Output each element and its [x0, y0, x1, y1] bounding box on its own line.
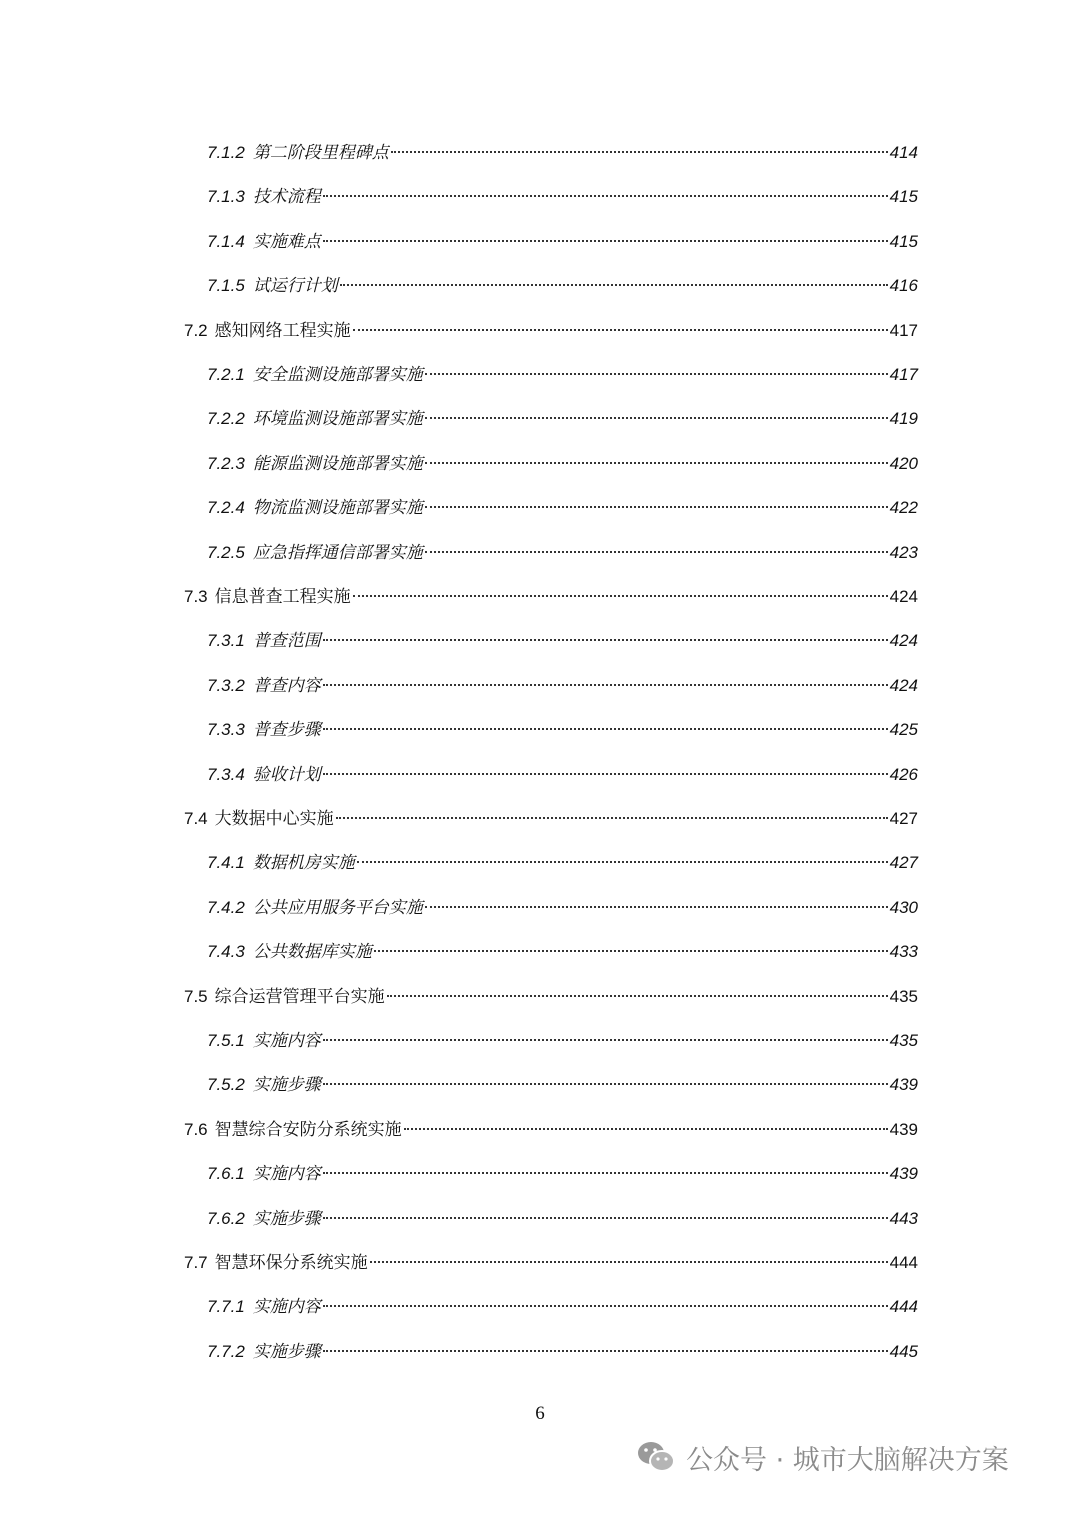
toc-entry-number: 7.6.2 [207, 1208, 245, 1228]
toc-entry-page: 444 [889, 1297, 918, 1317]
toc-dot-leader [374, 950, 888, 952]
toc-entry [207, 449, 918, 479]
toc-entry [207, 493, 918, 523]
toc-dot-leader [323, 1305, 888, 1307]
toc-entry-number: 7.7 [184, 1253, 208, 1272]
toc-dot-leader [323, 684, 888, 686]
toc-dot-leader [357, 861, 888, 863]
toc-dot-leader [323, 1039, 888, 1041]
toc-entry-page: 430 [889, 897, 918, 917]
toc-dot-leader [340, 284, 888, 286]
toc-entry [207, 138, 918, 168]
toc-entry-page: 424 [889, 675, 918, 695]
toc-entry-number: 7.2.3 [207, 453, 245, 473]
toc-entry-page: 424 [889, 587, 918, 606]
toc-entry-page: 445 [889, 1341, 918, 1361]
toc-entry [207, 937, 918, 967]
toc-entry-page: 427 [889, 853, 918, 873]
toc-entry [207, 1337, 918, 1367]
toc-entry [184, 582, 918, 612]
toc-entry-page: 439 [889, 1075, 918, 1095]
toc-entry [207, 671, 918, 701]
toc-entry-page: 425 [889, 720, 918, 740]
toc-entry-page: 422 [889, 498, 918, 518]
toc-entry-title: 综合运营管理平台实施 [214, 986, 385, 1007]
toc-entry [184, 982, 918, 1012]
toc-dot-leader [425, 417, 888, 419]
toc-dot-leader [323, 639, 888, 641]
toc-dot-leader [387, 995, 888, 997]
toc-entry-title: 实施步骤 [252, 1075, 321, 1096]
toc-dot-leader [323, 195, 888, 197]
toc-entry-number: 7.3.2 [207, 675, 245, 695]
toc-dot-leader [353, 595, 888, 597]
toc-entry-page: 427 [889, 809, 918, 828]
toc-dot-leader [323, 728, 888, 730]
toc-entry-number: 7.4.2 [207, 897, 245, 917]
toc-dot-leader [425, 373, 888, 375]
toc-entry [207, 227, 918, 257]
toc-entry-number: 7.1.3 [207, 187, 245, 207]
toc-entry-title: 技术流程 [252, 187, 321, 208]
toc-entry-number: 7.1.5 [207, 276, 245, 296]
toc-entry-page: 416 [889, 276, 918, 296]
toc-entry [207, 1204, 918, 1234]
watermark [636, 1433, 1009, 1481]
toc-entry-title: 信息普查工程实施 [214, 587, 351, 607]
toc-entry [207, 538, 918, 568]
toc-dot-leader [391, 151, 888, 153]
toc-entry-title: 第二阶段里程碑点 [252, 143, 389, 163]
toc-entry-title: 数据机房实施 [252, 853, 355, 874]
toc-dot-leader [323, 1083, 888, 1085]
toc-entry-title: 实施步骤 [252, 1341, 321, 1362]
toc-entry-number: 7.3.1 [207, 631, 245, 651]
toc-entry-page: 433 [889, 942, 918, 962]
toc-entry-title: 公共数据库实施 [252, 942, 372, 963]
toc-entry [207, 360, 918, 390]
toc-entry-number: 7.4.1 [207, 853, 245, 873]
toc-entry-title: 智慧综合安防分系统实施 [214, 1119, 402, 1140]
toc-entry [184, 1115, 918, 1145]
toc-entry [184, 1248, 918, 1278]
toc-dot-leader [336, 817, 888, 819]
wechat-icon [636, 1440, 676, 1474]
toc-entry [207, 1070, 918, 1100]
toc-entry-title: 普查步骤 [252, 720, 321, 741]
toc-entry-number: 7.1.2 [207, 143, 245, 162]
toc-entry-page: 417 [889, 365, 918, 384]
toc-entry-page: 414 [889, 143, 918, 162]
toc-entry-number: 7.2.2 [207, 409, 245, 429]
toc-entry-title: 安全监测设施部署实施 [252, 365, 423, 385]
toc-entry [207, 182, 918, 212]
toc-entry-title: 普查范围 [252, 631, 321, 652]
toc-entry-number: 7.5 [184, 986, 208, 1006]
toc-entry-title: 能源监测设施部署实施 [252, 453, 423, 474]
toc-entry-title: 验收计划 [252, 764, 321, 785]
toc-entry-page: 426 [889, 764, 918, 784]
toc-entry-page: 423 [889, 542, 918, 562]
toc-dot-leader [323, 240, 888, 242]
toc-entry-page: 443 [889, 1208, 918, 1228]
toc-entry-number: 7.6 [184, 1119, 208, 1139]
toc-dot-leader [425, 506, 888, 508]
toc-entry-title: 实施步骤 [252, 1208, 321, 1229]
toc-entry-title: 应急指挥通信部署实施 [252, 542, 423, 563]
toc-entry [207, 1159, 918, 1189]
toc-dot-leader [323, 1217, 888, 1219]
toc-entry-title: 大数据中心实施 [214, 809, 334, 829]
toc-entry-title: 普查内容 [252, 675, 321, 696]
toc-entry-page: 417 [889, 320, 918, 340]
toc-dot-leader [425, 551, 888, 553]
toc-dot-leader [323, 1350, 888, 1352]
toc-entry-page: 419 [889, 409, 918, 429]
toc-entry-page: 415 [889, 231, 918, 251]
toc-entry-number: 7.4 [184, 809, 208, 828]
toc-entry [207, 1292, 918, 1322]
toc-dot-leader [425, 462, 888, 464]
toc-entry-number: 7.7.1 [207, 1297, 245, 1317]
toc-entry-number: 7.3.4 [207, 764, 245, 784]
toc-entry-title: 实施内容 [252, 1164, 321, 1185]
toc-entry-title: 物流监测设施部署实施 [252, 498, 423, 519]
toc-entry-page: 415 [889, 187, 918, 207]
toc-entry-number: 7.1.4 [207, 231, 245, 251]
toc-entry [207, 271, 918, 301]
toc-entry-number: 7.2.5 [207, 542, 245, 562]
toc-entry [207, 848, 918, 878]
toc-entry-title: 感知网络工程实施 [214, 320, 351, 341]
toc-entry-number: 7.7.2 [207, 1341, 245, 1361]
toc-entry-number: 7.3 [184, 587, 208, 606]
toc-entry [207, 893, 918, 923]
toc-entry-page: 439 [889, 1164, 918, 1184]
toc-entry [207, 715, 918, 745]
toc-dot-leader [370, 1261, 888, 1263]
toc-entry-title: 试运行计划 [252, 276, 338, 297]
toc-entry [207, 760, 918, 790]
toc-entry-number: 7.2.4 [207, 498, 245, 518]
toc-entry-page: 435 [889, 986, 918, 1006]
toc-entry [184, 804, 918, 834]
toc-entry-number: 7.5.1 [207, 1031, 245, 1050]
toc-entry-number: 7.5.2 [207, 1075, 245, 1095]
toc-entry-title: 实施内容 [252, 1297, 321, 1318]
toc-entry-number: 7.2 [184, 320, 208, 340]
toc-entry-title: 智慧环保分系统实施 [214, 1253, 368, 1273]
toc-entry [207, 404, 918, 434]
toc-entry-number: 7.6.1 [207, 1164, 245, 1184]
toc-entry-title: 实施难点 [252, 231, 321, 252]
toc-entry-title: 实施内容 [252, 1031, 321, 1051]
toc-entry-page: 444 [889, 1253, 918, 1272]
toc-entry [184, 316, 918, 346]
toc-dot-leader [353, 329, 888, 331]
toc-dot-leader [404, 1128, 888, 1130]
toc-entry-page: 420 [889, 453, 918, 473]
toc-entry-title: 公共应用服务平台实施 [252, 897, 423, 918]
toc-entry-number: 7.3.3 [207, 720, 245, 740]
page-number: 6 [535, 1403, 545, 1424]
watermark-text: 公众号 · 城市大脑解决方案 [686, 1444, 1009, 1476]
toc-entry [207, 1026, 918, 1056]
toc-dot-leader [425, 906, 888, 908]
toc-entry-title: 环境监测设施部署实施 [252, 409, 423, 430]
toc-dot-leader [323, 773, 888, 775]
toc-entry-page: 435 [889, 1031, 918, 1050]
toc-entry-page: 439 [889, 1119, 918, 1139]
toc-entry-number: 7.2.1 [207, 365, 245, 384]
toc-entry [207, 626, 918, 656]
toc-entry-number: 7.4.3 [207, 942, 245, 962]
toc-entry-page: 424 [889, 631, 918, 651]
toc-dot-leader [323, 1172, 888, 1174]
